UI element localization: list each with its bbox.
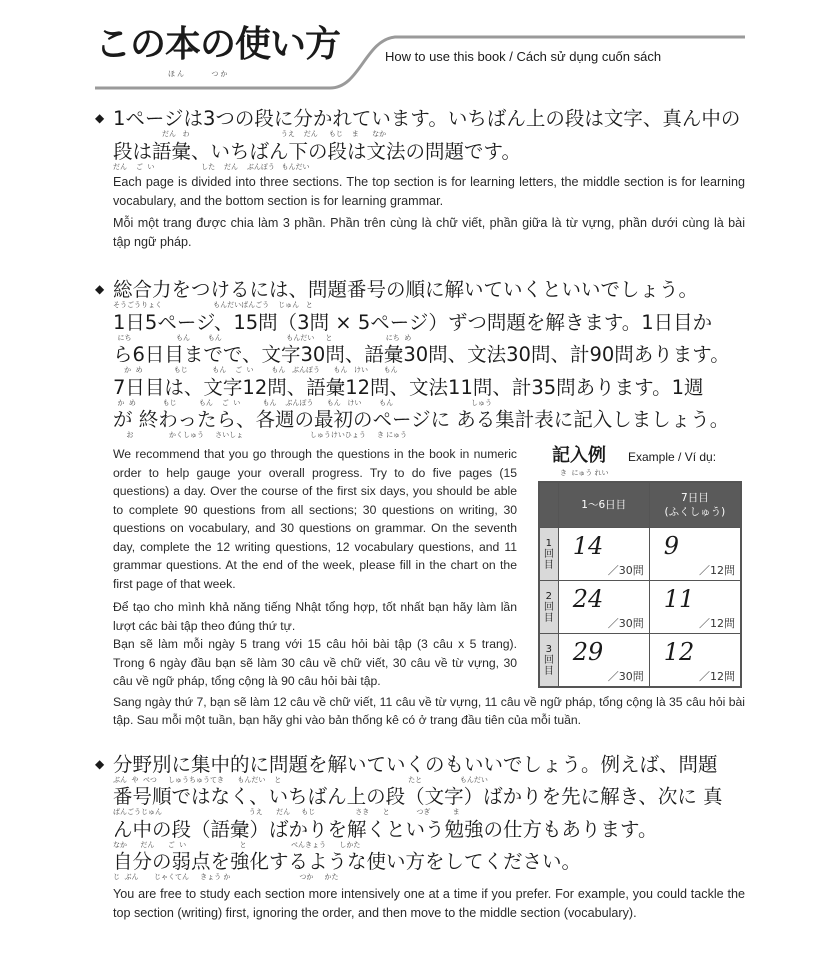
section3-furigana: ぶん や べつ しゅうちゅうてき もんだい と たと もんだい	[113, 775, 488, 784]
score-cell	[649, 581, 741, 634]
score-cell	[649, 634, 741, 688]
example-title-furigana: き にゅう れい	[560, 469, 609, 477]
section3-jp-line: 自分の弱点を強化するような使い方をしてください。	[113, 850, 582, 873]
score-value: 12	[663, 638, 695, 666]
score-cell	[558, 634, 649, 688]
bullet-icon: ◆	[95, 282, 105, 296]
section2-furigana: そうごうりょく もんだいばんごう じゅん と	[113, 301, 313, 309]
section3-english: You are free to study each section more intensively one at a time if you prefer. For example, you could tackle the top section (writing) first, ignoring the order, and then move to the middle section (vocabulary).	[113, 887, 745, 920]
column-header: 1～6日目	[558, 482, 649, 528]
score-cell	[649, 528, 741, 581]
section3-furigana: ばんごうじゅん うえ だん もじ さき と つぎ ま	[113, 808, 460, 816]
section2-jp-line: が 終わったら、各週の最初のページに ある集計表に記入しましょう。	[113, 408, 730, 431]
section2-furigana: か め もじ もん ご い もん ぶんぽう もん けい もん しゅう	[113, 398, 493, 407]
section2-english: We recommend that you go through the questions in the book in numeric order to help gauge your overall progress. Try to do five pages (15 questions) a day. Over the course of the first six days, you should be able to complete 90 questions from all sections; 30 questions on writing, 30 questions on vocabulary, and 30 questions on grammar. On the seventh day, complete the 12 writing questions, 12 vocabulary questions, and 11 grammar questions. At the end of the week, please fill in the chart on the first page of that week.	[113, 447, 517, 591]
column-header: 7日目 (ふくしゅう)	[649, 482, 741, 528]
main-content	[95, 108, 745, 922]
section1-english: Each page is divided into three sections. The top section is for learning letters, the middle section is for learning vocabulary, and the bottom section is for learning grammar.	[113, 175, 745, 208]
score-value: 11	[663, 585, 695, 613]
score-total: ／30問	[607, 617, 644, 630]
section-1	[95, 108, 745, 251]
table-corner-cell	[539, 482, 558, 528]
section2-furigana: お かくしゅう さいしょ しゅうけいひょう き にゅう	[113, 431, 408, 439]
score-total: ／12問	[699, 617, 735, 630]
example-tally-table	[538, 481, 742, 688]
score-total: ／30問	[607, 670, 644, 683]
example-title: 記入例	[552, 445, 606, 466]
section3-jp-line: 分野別に集中的に問題を解いていくのもいいでしょう。例えば、問題	[113, 752, 718, 776]
section2-vietnamese-3: Sang ngày thứ 7, bạn sẽ làm 12 câu về chữ viết, 11 câu về từ vựng, 11 câu về ngữ pháp, tổng cộng là 35 câu hỏi bài tập. Sau mỗi một tuần, bạn hãy ghi vào bản thống kê có ở trang đầu tiên của mỗi tuần.	[113, 694, 745, 727]
section3-jp-line: ん中の段（語彙）ばかりを解くという勉強の仕方もあります。	[113, 817, 658, 841]
section-3	[95, 754, 745, 923]
score-value: 24	[572, 585, 604, 613]
row-header: 3 回 目	[539, 634, 558, 688]
score-value: 29	[572, 638, 604, 666]
section1-vietnamese: Mỗi một trang được chia làm 3 phần. Phần trên cùng là chữ viết, phần giữa là từ vựng, phần dưới cùng là bài tập ngữ pháp.	[113, 216, 745, 249]
score-total: ／30問	[607, 564, 644, 577]
two-column-area	[113, 445, 745, 691]
score-cell	[558, 528, 649, 581]
table-row	[539, 581, 741, 634]
section3-furigana: なか だん ご い と べんきょう しかた	[113, 840, 361, 849]
section2-jp-line: 1日5ページ、15問（3問 × 5ページ）ずつ問題を解きます。1日目か	[113, 310, 713, 334]
page-title: この本の使い方	[95, 24, 341, 65]
section2-furigana: か め もじ もん ご い もん ぶんぽう もん けい もん	[113, 366, 398, 374]
score-value: 9	[663, 532, 680, 560]
section-2	[95, 279, 745, 730]
section2-furigana: にち もん もん もんだい と にち め	[113, 333, 412, 342]
section2-jp-line: 総合力をつけるには、問題番号の順に解いていくといいでしょう。	[113, 278, 699, 301]
table-row	[539, 528, 741, 581]
section1-furigana: だん わ うえ だん もじ ま なか	[113, 130, 387, 138]
example-heading	[538, 445, 744, 481]
section2-vietnamese-2: Bạn sẽ làm mỗi ngày 5 trang với 15 câu hỏi bài tập (3 câu x 5 trang). Trong 6 ngày đầu bạn sẽ làm 30 câu về chữ viết, 30 câu về từ vựng, 30 câu về ngữ pháp, tổng cộng là 90 câu hỏi bài tập.	[113, 637, 517, 688]
score-total: ／12問	[699, 670, 735, 683]
score-value: 14	[572, 532, 604, 560]
section1-furigana: だん ご い した だん ぶんぽう もんだい	[113, 162, 310, 171]
table-row	[539, 634, 741, 688]
row-header: 2 回 目	[539, 581, 558, 634]
section2-vietnamese-1: Để tạo cho mình khả năng tiếng Nhật tổng hợp, tốt nhất bạn hãy làm lần lượt các bài tập theo đúng thứ tự.	[113, 600, 517, 633]
section1-jp-line: 段は語彙、いちばん下の段は文法の問題です。	[113, 139, 521, 163]
page-subtitle: How to use this book / Cách sử dụng cuốn sách	[385, 49, 662, 64]
section3-furigana: じ ぶん じゃくてん きょう か つか かた	[113, 873, 339, 881]
section2-jp-line: ら6日目までで、文字30問、語彙30問、文法30問、計90問あります。	[113, 343, 730, 366]
bullet-icon: ◆	[95, 756, 105, 771]
example-area	[538, 445, 744, 688]
bullet-icon: ◆	[95, 111, 105, 125]
score-total: ／12問	[699, 564, 735, 577]
section2-jp-line: 7日目は、文字12問、語彙12問、文法11問、計35問あります。1週	[113, 375, 704, 399]
section3-jp-line: 番号順ではなく、いちばん上の段（文字）ばかりを先に解き、次に 真	[113, 785, 723, 808]
row-header: 1 回 目	[539, 528, 558, 581]
section1-jp-line: 1ページは3つの段に分かれています。いちばん上の段は文字、真ん中の	[113, 107, 741, 130]
title-furigana: ほん つか	[168, 70, 230, 78]
example-label: Example / Ví dụ:	[628, 450, 717, 464]
score-cell	[558, 581, 649, 634]
left-column	[113, 445, 517, 691]
